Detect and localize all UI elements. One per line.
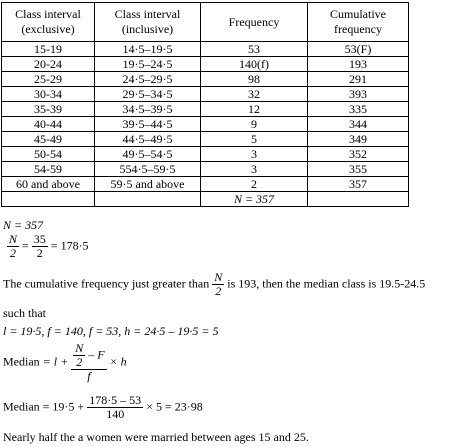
header-frequency: Frequency xyxy=(201,3,308,42)
exclusive-cell: 50-54 xyxy=(2,147,95,162)
header-cumulative-text: Cumulative frequency xyxy=(330,7,386,36)
cumulative-cell: 193 xyxy=(308,57,409,72)
median-inner-den: 2 xyxy=(76,355,83,369)
frequency-cell: 32 xyxy=(201,87,308,102)
median2-post: × 5 = 23·98 xyxy=(146,399,203,414)
cumulative-cell: 291 xyxy=(308,72,409,87)
median-formula-frac xyxy=(71,342,106,383)
inclusive-cell: 49·5–54·5 xyxy=(95,147,201,162)
inclusive-cell: 24·5–29·5 xyxy=(95,72,201,87)
total-cell: N = 357 xyxy=(201,192,308,207)
inclusive-cell: 29·5–34·5 xyxy=(95,87,201,102)
exclusive-cell: 40-44 xyxy=(2,117,95,132)
table-row xyxy=(2,132,409,147)
header-inclusive-text: Class interval (inclusive) xyxy=(114,7,181,36)
median-times-h: × h xyxy=(109,354,127,369)
sentence-post: is 193, then the median class is 19.5-24.5 xyxy=(227,276,426,291)
conclusion: Nearly half the a women were married between ages 15 and 25. xyxy=(3,430,309,444)
median2-pre: = 19·5 + xyxy=(42,399,85,414)
exclusive-cell: 60 and above xyxy=(2,177,95,192)
frequency-cell: 12 xyxy=(201,102,308,117)
frequency-table xyxy=(1,2,409,207)
median-label: Median xyxy=(3,354,40,369)
median2-label: Median xyxy=(3,399,40,414)
table-row xyxy=(2,147,409,162)
table-row xyxy=(2,57,409,72)
empty-cell xyxy=(308,192,409,207)
sentence-frac-num: N xyxy=(214,270,223,284)
half-n-result: = 178·5 xyxy=(50,238,89,253)
table-row xyxy=(2,177,409,192)
cumulative-sentence xyxy=(3,271,425,298)
frequency-cell: 53 xyxy=(201,42,308,57)
table-row xyxy=(2,42,409,57)
median-formula-num xyxy=(71,342,106,370)
median-calculation xyxy=(3,394,203,421)
inclusive-cell: 554·5–59·5 xyxy=(95,162,201,177)
half-n-lhs-den: 2 xyxy=(10,246,16,260)
median-minus-f: – F xyxy=(88,347,105,362)
exclusive-cell: 20-24 xyxy=(2,57,95,72)
exclusive-cell: 45-49 xyxy=(2,132,95,147)
frequency-cell: 3 xyxy=(201,162,308,177)
half-n-eq: = xyxy=(22,238,29,253)
exclusive-cell: 15-19 xyxy=(2,42,95,57)
median-inner-num: N xyxy=(75,341,84,355)
inclusive-cell: 19·5–24·5 xyxy=(95,57,201,72)
inclusive-cell: 39·5–44·5 xyxy=(95,117,201,132)
header-exclusive xyxy=(2,3,95,42)
cumulative-cell: 53(F) xyxy=(308,42,409,57)
exclusive-cell: 54-59 xyxy=(2,162,95,177)
frequency-cell: 98 xyxy=(201,72,308,87)
table-row xyxy=(2,162,409,177)
inclusive-cell: 14·5–19·5 xyxy=(95,42,201,57)
header-exclusive-text: Class interval (exclusive) xyxy=(15,7,81,36)
such-that: such that xyxy=(3,306,46,320)
half-n-rhs-num: 35 xyxy=(33,232,46,246)
half-n-lhs xyxy=(7,233,19,260)
sentence-frac xyxy=(212,271,224,298)
cumulative-cell: 393 xyxy=(308,87,409,102)
inclusive-cell: 34·5–39·5 xyxy=(95,102,201,117)
values-line: l = 19·5, f = 140, f = 53, h = 24·5 – 19·5 = 5 xyxy=(3,324,219,338)
cumulative-cell: 352 xyxy=(308,147,409,162)
median-formula-den: f xyxy=(87,369,91,383)
sentence-pre: The cumulative frequency just greater than xyxy=(3,276,210,291)
frequency-cell: 140(f) xyxy=(201,57,308,72)
sentence-frac-den: 2 xyxy=(215,284,222,298)
frequency-cell: 2 xyxy=(201,177,308,192)
header-inclusive xyxy=(95,3,201,42)
cumulative-cell: 357 xyxy=(308,177,409,192)
median2-num: 178·5 – 53 xyxy=(89,393,142,407)
half-n-lhs-num: N xyxy=(9,232,18,246)
half-n-rhs-den: 2 xyxy=(36,246,43,260)
table-row xyxy=(2,102,409,117)
table-row xyxy=(2,87,409,102)
median2-den: 140 xyxy=(106,407,125,421)
empty-cell xyxy=(2,192,95,207)
half-n-rhs xyxy=(32,233,48,260)
exclusive-cell: 30-34 xyxy=(2,87,95,102)
median-formula xyxy=(3,342,127,383)
header-cumulative xyxy=(308,3,409,42)
inclusive-cell: 44·5–49·5 xyxy=(95,132,201,147)
inclusive-cell: 59·5 and above xyxy=(95,177,201,192)
half-n-equation xyxy=(7,233,89,260)
table-row xyxy=(2,72,409,87)
cumulative-cell: 349 xyxy=(308,132,409,147)
exclusive-cell: 35-39 xyxy=(2,102,95,117)
table-body xyxy=(2,42,409,207)
table-total-row xyxy=(2,192,409,207)
table-row xyxy=(2,117,409,132)
median-eq-pre: = l + xyxy=(42,354,69,369)
frequency-cell: 3 xyxy=(201,147,308,162)
frequency-cell: 9 xyxy=(201,117,308,132)
median-inner-frac xyxy=(73,342,85,369)
table-header-row xyxy=(2,3,409,42)
n-equation: N = 357 xyxy=(3,218,44,232)
median2-frac xyxy=(87,394,143,421)
cumulative-cell: 344 xyxy=(308,117,409,132)
exclusive-cell: 25-29 xyxy=(2,72,95,87)
frequency-cell: 5 xyxy=(201,132,308,147)
cumulative-cell: 355 xyxy=(308,162,409,177)
cumulative-cell: 335 xyxy=(308,102,409,117)
empty-cell xyxy=(95,192,201,207)
